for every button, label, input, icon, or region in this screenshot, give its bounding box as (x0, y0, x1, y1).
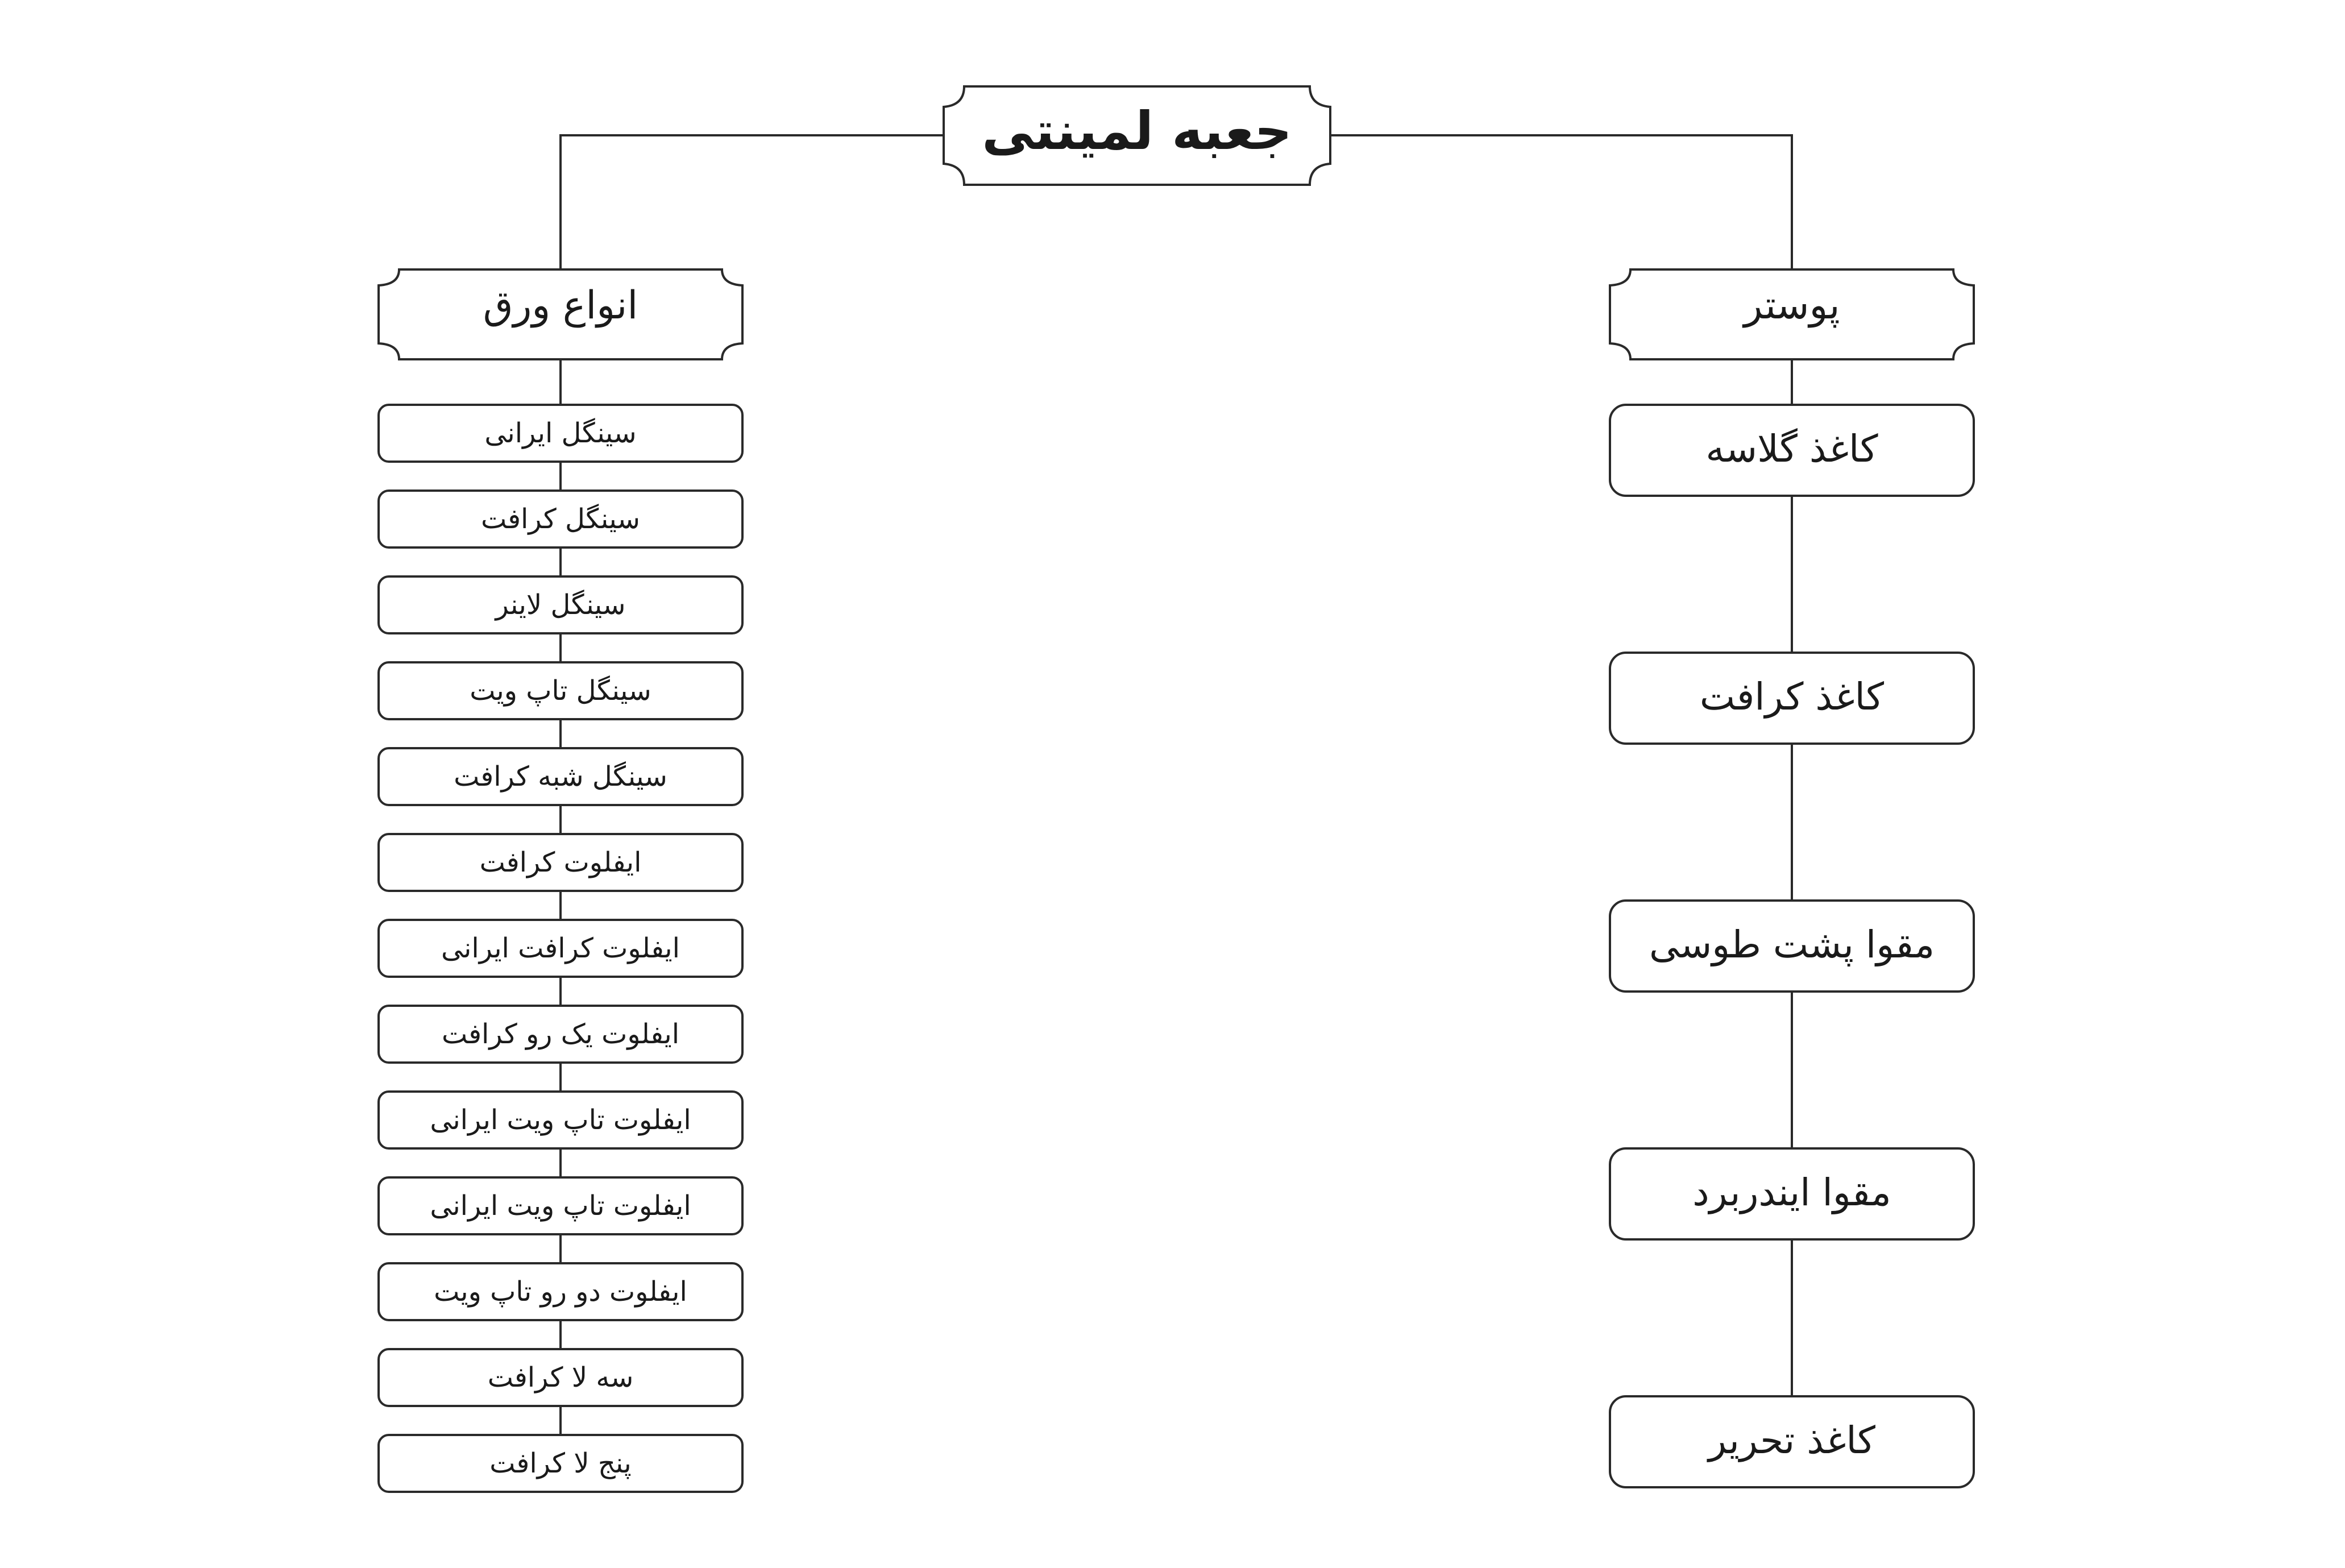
leaf-item (379, 1263, 742, 1320)
leaf-item-label: ایفلوت کرافت (479, 847, 642, 878)
branch-node-right-label: پوستر (1744, 283, 1840, 328)
leaf-item (379, 834, 742, 891)
leaf-item-label: کاغذ تحریر (1708, 1418, 1875, 1462)
leaf-item (379, 920, 742, 977)
leaf-item-label: ایفلوت یک رو کرافت (441, 1018, 680, 1050)
leaf-item (379, 1435, 742, 1492)
branch-node-right (1610, 269, 1974, 359)
leaf-item (379, 491, 742, 547)
branch-node-left (379, 269, 742, 359)
leaf-item-label: پنج لا کرافت (489, 1447, 632, 1479)
leaf-item-label: سینگل تاپ ویت (470, 675, 651, 707)
leaf-item (1610, 901, 1974, 992)
leaf-item-label: سه لا کرافت (487, 1362, 634, 1393)
leaf-item-label: سینگل ایرانی (484, 417, 637, 449)
root-node (944, 86, 1330, 185)
leaf-item-label: ایفلوت تاپ ویت ایرانی (430, 1104, 691, 1136)
leaf-item (379, 1349, 742, 1406)
leaf-item-label: مقوا ایندربرد (1692, 1171, 1891, 1214)
leaf-item-label: سینگل لاینر (495, 589, 626, 621)
leaf-item (379, 1177, 742, 1234)
leaf-item (379, 1092, 742, 1148)
root-node-label: جعبه لمینتی (982, 101, 1292, 161)
leaf-item-label: ایفلوت تاپ ویت ایرانی (430, 1190, 691, 1222)
leaf-item (379, 576, 742, 633)
leaf-item (1610, 653, 1974, 744)
leaf-item (379, 662, 742, 719)
leaf-item (1610, 405, 1974, 496)
leaf-item (379, 748, 742, 805)
leaf-item-label: مقوا پشت طوسی (1649, 923, 1935, 966)
leaf-item-label: سینگل شبه کرافت (454, 761, 667, 793)
leaf-item (379, 1006, 742, 1063)
branch-node-left-label: انواع ورق (483, 283, 638, 328)
leaf-item-label: کاغذ کرافت (1699, 675, 1885, 719)
connector-root-right (1330, 135, 1792, 269)
leaf-item-label: ایفلوت کرافت ایرانی (441, 932, 680, 964)
leaf-item-label: سینگل کرافت (480, 503, 641, 535)
leaf-item (379, 405, 742, 462)
leaf-item-label: ایفلوت دو رو تاپ ویت (434, 1276, 687, 1308)
connector-root-left (561, 135, 944, 269)
leaf-item-label: کاغذ گلاسه (1705, 427, 1878, 471)
leaf-item (1610, 1396, 1974, 1487)
leaf-item (1610, 1148, 1974, 1239)
connectors (561, 135, 1792, 1460)
